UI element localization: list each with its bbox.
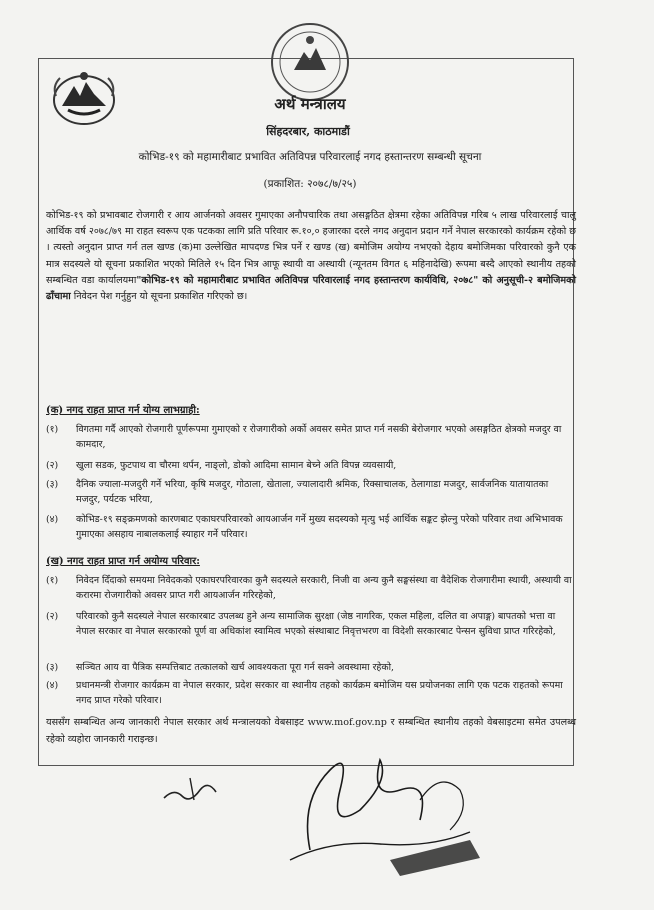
item-text: प्रधानमन्त्री रोजगार कार्यक्रम वा नेपाल सरकार, प्रदेश सरकार वा स्थानीय तहको कार्यक्रम बमोजिम यस प्रयोजनका लागि एक पटक राहतको रूपमा नगद प्राप्त गरेको परिवार।	[76, 680, 563, 707]
item-number: (४)	[46, 514, 59, 525]
eligible-item	[46, 512, 574, 543]
closing-paragraph: यससँग सम्बन्धित अन्य जानकारी नेपाल सरकार अर्थ मन्त्रालयको वेबसाइट www.mof.gov.np र सम्बन्धित स्थानीय तहको वेबसाइटमा समेत उपलब्ध रहेको व्यहोरा जानकारी गराइन्छ।	[46, 717, 576, 745]
item-text: खुला सडक, फुटपाथ वा चौरमा थर्पन, नाङ्लो, डोको आदिमा सामान बेच्ने अति विपन्न व्यवसायी,	[76, 460, 397, 471]
ministry-seal-icon	[268, 20, 352, 104]
ministry-name: अर्थ मन्त्रालय	[274, 95, 346, 113]
intro-text-end: निवेदन पेश गर्नुहुन यो सूचना प्रकाशित गरिएको छ।	[70, 291, 248, 303]
official-signature-icon	[270, 740, 510, 890]
item-text: सञ्चित आय वा पैत्रिक सम्पत्तिबाट तत्कालको खर्च आवश्यकता पूरा गर्न सक्ने अवस्थामा रहेको,	[76, 662, 394, 673]
notice-title: कोभिड-१९ को महामारीबाट प्रभावित अतिविपन्न परिवारलाई नगद हस्तान्तरण सम्बन्धी सूचना	[138, 151, 482, 163]
item-text: दैनिक ज्याला-मजदुरी गर्ने भरिया, कृषि मजदुर, गोठाला, खेताला, ज्यालादारी श्रमिक, रिक्साचालक, ठेलागाडा मजदुर, सार्वजनिक यातायातका मजदुर, पर्यटक भरिया,	[76, 479, 549, 506]
intro-text: कोभिड-१९ को प्रभावबाट रोजगारी र आय आर्जनको अवसर गुमाएका अनौपचारिक तथा असङ्गठित क्षेत्रमा रहेका अतिविपन्न गरिब ५ लाख परिवारलाई चालु आर्थिक वर्ष २०७८/७९ मा राहत स्वरूप एक पटकका लागि प्रति परिवार रू.१०,० हजारका दरले नगद अनुदान प्रदान गर्ने नेपाल सरकारको कार्यक्रम रहेको छ । त्यस्तो अनुदान प्राप्त गर्न तल खण्ड (क)मा उल्लेखित मापदण्ड भित्र पर्ने र खण्ड (ख) बमोजिम अयोग्य नभएको देहाय बमोजिमका परिवारको कुनै एक मात्र सदस्यले यो सूचना प्रकाशित भएको मितिले १५ दिन भित्र आफू स्थायी वा अस्थायी (न्यूनतम विगत ६ महिनादेखि) रूपमा बस्दै आएको स्थानीय तहको सम्बन्धित वडा कार्यालयमा	[46, 210, 576, 286]
section-b-heading: (ख) नगद राहत प्राप्त गर्न अयोग्य परिवार:	[46, 556, 200, 567]
item-text: विगतमा गर्दै आएको रोजगारी पूर्णरूपमा गुमाएको र रोजगारीको अर्को अवसर समेत प्राप्त गर्न नसकी बेरोजगार भएको असङ्गठित क्षेत्रको मजदुर वा कामदार,	[76, 424, 562, 451]
item-text: निवेदन दिँदाको समयमा निवेदकको एकाघरपरिवारका कुनै सदस्यले सरकारी, निजी वा अन्य कुनै सङ्घसंस्था वा वैदेशिक रोजगारीमा स्थायी, अस्थायी वा करारमा रोजगारीको अवसर प्राप्त गरी आयआर्जन गरिरहेको,	[76, 575, 572, 602]
eligible-item	[46, 477, 574, 508]
item-number: (१)	[46, 424, 59, 435]
intro-procedure-reference: "कोभिड-१९ को महामारीबाट प्रभावित अतिविपन्न परिवारलाई नगद हस्तान्तरण कार्यविधि, २०७८" को अनुसूची-२ बमोजिमको ढाँचामा	[46, 274, 577, 303]
item-text: परिवारको कुनै सदस्यले नेपाल सरकारबाट उपलब्ध हुने अन्य सामाजिक सुरक्षा (जेष्ठ नागरिक, एकल महिला, दलित वा अपाङ्ग) बापतको भत्ता वा नेपाल सरकार वा नेपाल सरकारको पूर्ण वा अधिकांश स्वामित्व भएको संस्थाबाट निवृत्तभरण वा विदेशी सरकारबाट पेन्सन सुविधा प्राप्त गरिरहेको,	[76, 611, 556, 638]
initials-signature-icon	[160, 770, 220, 810]
nepal-emblem-icon	[48, 66, 120, 128]
item-number: (२)	[46, 460, 59, 471]
item-number: (१)	[46, 575, 59, 586]
item-number: (४)	[46, 680, 59, 691]
intro-paragraph	[46, 208, 576, 305]
eligible-item	[46, 458, 574, 473]
item-number: (३)	[46, 662, 59, 673]
item-number: (२)	[46, 611, 59, 622]
item-number: (३)	[46, 479, 59, 490]
ineligible-item	[46, 609, 574, 640]
published-date: (प्रकाशित: २०७८/७/२५)	[263, 178, 357, 190]
section-a-heading: (क) नगद राहत प्राप्त गर्न योग्य लाभग्राही:	[46, 405, 200, 416]
ineligible-item	[46, 573, 574, 604]
ineligible-item	[46, 660, 574, 675]
item-text: कोभिड-१९ सङ्क्रमणको कारणबाट एकाघरपरिवारको आयआर्जन गर्ने मुख्य सदस्यको मृत्यु भई आर्थिक सङ्कट झेल्नु परेको परिवार तथा अभिभावक गुमाएका असहाय नाबालकलाई स्याहार गर्ने परिवार।	[76, 514, 563, 541]
ineligible-item	[46, 678, 574, 709]
eligible-item	[46, 422, 574, 453]
ministry-address: सिंहदरबार, काठमाडौं	[266, 125, 350, 138]
